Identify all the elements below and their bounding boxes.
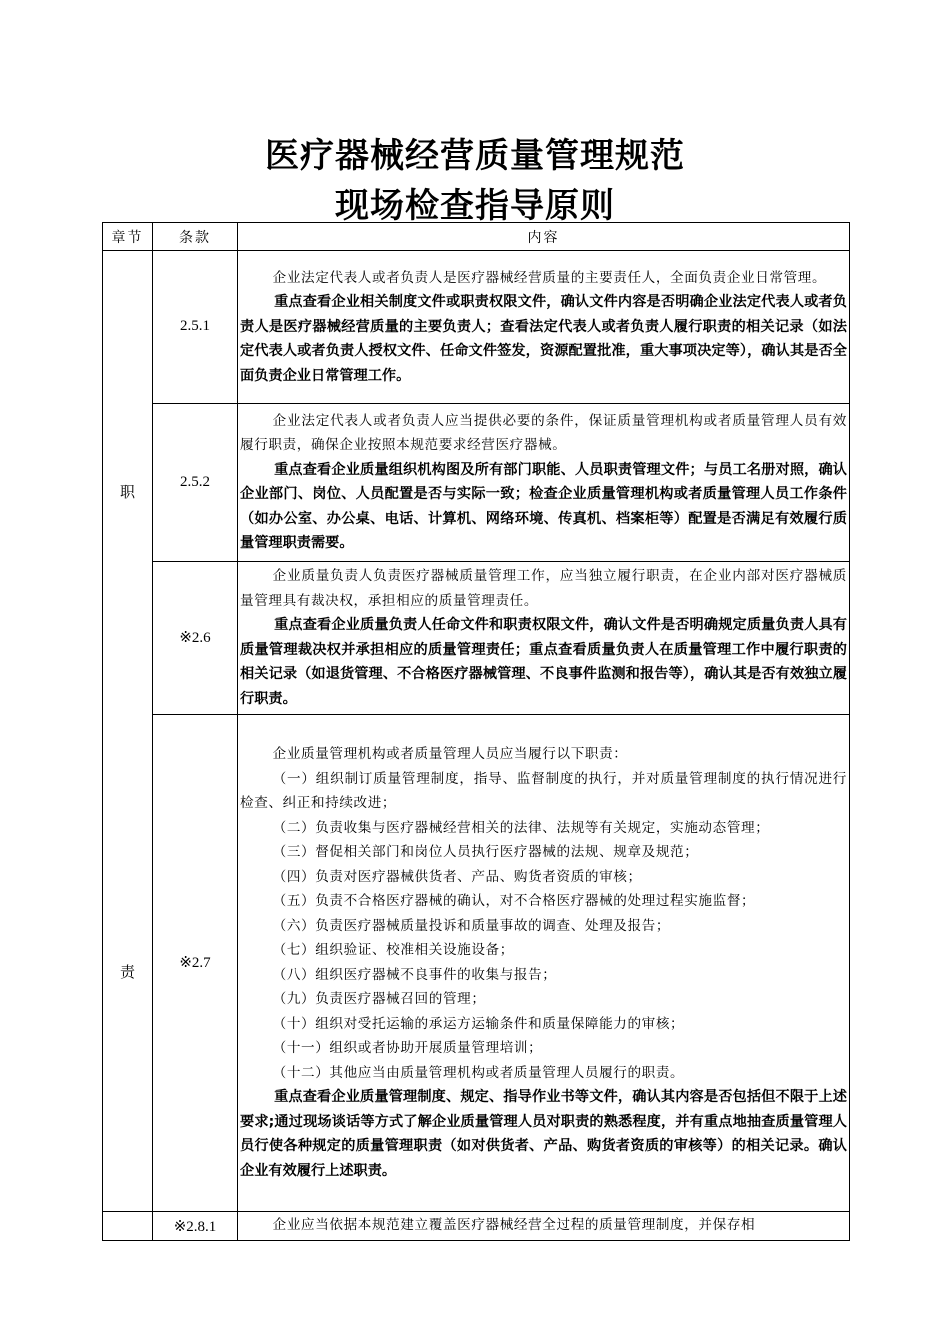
- chapter-cell-empty: [103, 1212, 153, 1241]
- document-title-line-1: 医疗器械经营质量管理规范: [265, 136, 685, 176]
- content-cell: [238, 561, 850, 714]
- regulation-text: 企业质量负责人负责医疗器械质量管理工作，应当独立履行职责，在企业内部对医疗器械质量管理具有裁决权，承担相应的质量管理责任。: [240, 568, 847, 609]
- clause-cell: ※2.8.1: [153, 1212, 238, 1241]
- regulation-text: （二）负责收集与医疗器械经营相关的法律、法规等有关规定，实施动态管理；: [272, 819, 770, 836]
- content-cell: [238, 251, 850, 404]
- regulation-text: 企业法定代表人或者负责人应当提供必要的条件，保证质量管理机构或者质量管理人员有效履行职责，确保企业按照本规范要求经营医疗器械。: [240, 412, 847, 454]
- regulation-text: （六）负责医疗器械质量投诉和质量事故的调查、处理及报告；: [272, 917, 671, 934]
- document-title-line-2: 现场检查指导原则: [335, 186, 615, 226]
- regulation-text: （一）组织制订质量管理制度，指导、监督制度的执行，并对质量管理制度的执行情况进行检查、纠正和持续改进；: [240, 770, 847, 812]
- table-row: [103, 714, 850, 1211]
- chapter-char: 职: [119, 482, 135, 501]
- regulation-text: （四）负责对医疗器械供货者、产品、购货者资质的审核；: [272, 868, 642, 885]
- header-chapter: 章节: [103, 223, 153, 251]
- content-cell: [238, 714, 850, 1211]
- chapter-char: 责: [119, 962, 135, 981]
- regulation-text: （十二）其他应当由质量管理机构或者质量管理人员履行的职责。: [272, 1064, 685, 1081]
- table-header-row: [103, 223, 850, 251]
- table-row: [103, 251, 850, 404]
- table-row: [103, 561, 850, 714]
- clause-cell: ※2.6: [153, 561, 238, 714]
- inspection-key-points: 重点查看企业质量组织机构图及所有部门职能、人员职责管理文件；与员工名册对照，确认企业部门、岗位、人员配置是否与实际一致；检查企业质量管理机构或者质量管理人员工作条件（如办公室、办公桌、电话、计算机、网络环境、传真机、档案柜等）配置是否满足有效履行质量管理职责需要。: [240, 461, 847, 552]
- inspection-key-points: 重点查看企业质量负责人任命文件和职责权限文件，确认文件是否明确规定质量负责人具有质量管理裁决权并承担相应的质量管理责任；重点查看质量负责人在质量管理工作中履行职责的相关记录（如退货管理、不合格医疗器械管理、不良事件监测和报告等），确认其是否有效独立履行职责。: [240, 617, 847, 707]
- regulation-text: （八）组织医疗器械不良事件的收集与报告；: [272, 966, 557, 983]
- regulation-text: 企业法定代表人或者负责人是医疗器械经营质量的主要责任人，全面负责企业日常管理。: [272, 269, 827, 286]
- regulation-text: 企业质量管理机构或者质量管理人员应当履行以下职责：: [272, 746, 628, 763]
- header-content: 内容: [238, 223, 850, 251]
- table-body: [103, 251, 850, 1241]
- table-row: [103, 403, 850, 561]
- regulation-text: （七）组织验证、校准相关设施设备；: [272, 942, 514, 959]
- regulation-text: （十一）组织或者协助开展质量管理培训；: [272, 1040, 543, 1057]
- regulation-text: （三）督促相关部门和岗位人员执行医疗器械的法规、规章及规范；: [272, 844, 699, 861]
- content-cell: [238, 1212, 850, 1241]
- content-cell: [238, 403, 850, 561]
- inspection-key-points: 重点查看企业质量管理制度、规定、指导作业书等文件，确认其内容是否包括但不限于上述要求;通过现场谈话等方式了解企业质量管理人员对职责的熟悉程度，并有重点地抽查质量管理人员行使各种规定的质量管理职责（如对供货者、产品、购货者资质的审核等）的相关记录。确认企业有效履行上述职责。: [240, 1089, 847, 1179]
- regulation-text: 企业应当依据本规范建立覆盖医疗器械经营全过程的质量管理制度，并保存相: [272, 1217, 756, 1233]
- clause-cell: 2.5.1: [153, 251, 238, 404]
- table-row: [103, 1212, 850, 1241]
- clause-cell: ※2.7: [153, 714, 238, 1211]
- header-clause: 条款: [153, 223, 238, 251]
- regulation-text: （五）负责不合格医疗器械的确认，对不合格医疗器械的处理过程实施监督；: [272, 893, 756, 910]
- regulation-text: （十）组织对受托运输的承运方运输条件和质量保障能力的审核；: [272, 1015, 685, 1032]
- chapter-cell: [103, 251, 153, 1212]
- inspection-key-points: 重点查看企业相关制度文件或职责权限文件，确认文件内容是否明确企业法定代表人或者负责人是医疗器械经营质量的主要负责人；查看法定代表人或者负责人履行职责的相关记录（如法定代表人或者负责人授权文件、任命文件签发，资源配置批准，重大事项决定等），确认其是否全面负责企业日常管理工作。: [240, 294, 847, 384]
- clause-cell: 2.5.2: [153, 403, 238, 561]
- inspection-table: [102, 222, 850, 1241]
- regulation-text: （九）负责医疗器械召回的管理；: [272, 991, 486, 1008]
